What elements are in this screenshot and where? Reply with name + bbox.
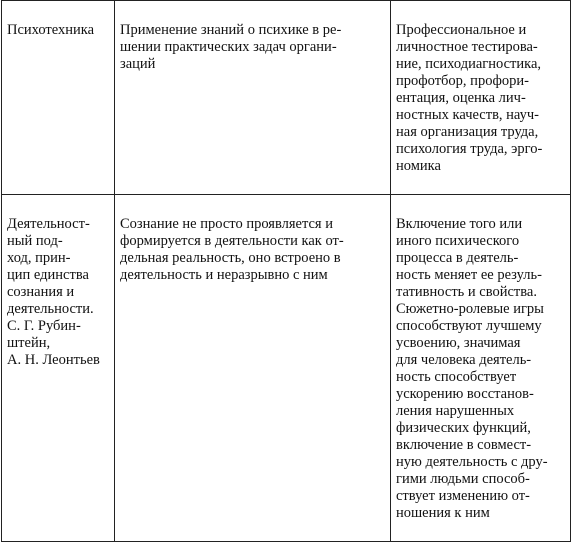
- cell-text: Деятельност- ный под- ход, прин- цип единства сознания и деятельности. С. Г. Рубин- штейн, А. Н. Леонтьев: [7, 216, 100, 368]
- cell-text: Профессиональное и личностное тестирова- ние, психодиагностика, профотбор, профори- ентация, оценка лич- ностных качеств, науч- ная организация труда, психология труда, эрго- номика: [396, 22, 543, 174]
- cell-text: Применение знаний о психике в ре- шении практических задач органи- заций: [120, 22, 342, 72]
- table-row: [2, 1, 571, 195]
- content-table: [1, 0, 571, 542]
- table-cell: [115, 195, 391, 542]
- table-cell: [391, 195, 571, 542]
- table-cell: [2, 1, 115, 195]
- cell-text: Сознание не просто проявляется и формируется в деятельности как от- дельная реальность, оно встроено в деятельность и неразрывно с ним: [120, 216, 344, 283]
- table-cell: [115, 1, 391, 195]
- table-row: [2, 195, 571, 542]
- cell-text: Включение того или иного психического процесса в деятель- ность меняет ее резуль- тативность и свойства. Сюжетно-ролевые игры способствуют лучшему усвоению, значимая для человека деятель- ность способствует ускорению восстанов- ления нарушенных физических функций, включение в совмест- ную деятельность с дру- гими людьми способ- ствует изменению от- ношения к ним: [396, 216, 548, 521]
- table-cell: [391, 1, 571, 195]
- cell-text: Психотехника: [7, 22, 95, 38]
- table-cell: [2, 195, 115, 542]
